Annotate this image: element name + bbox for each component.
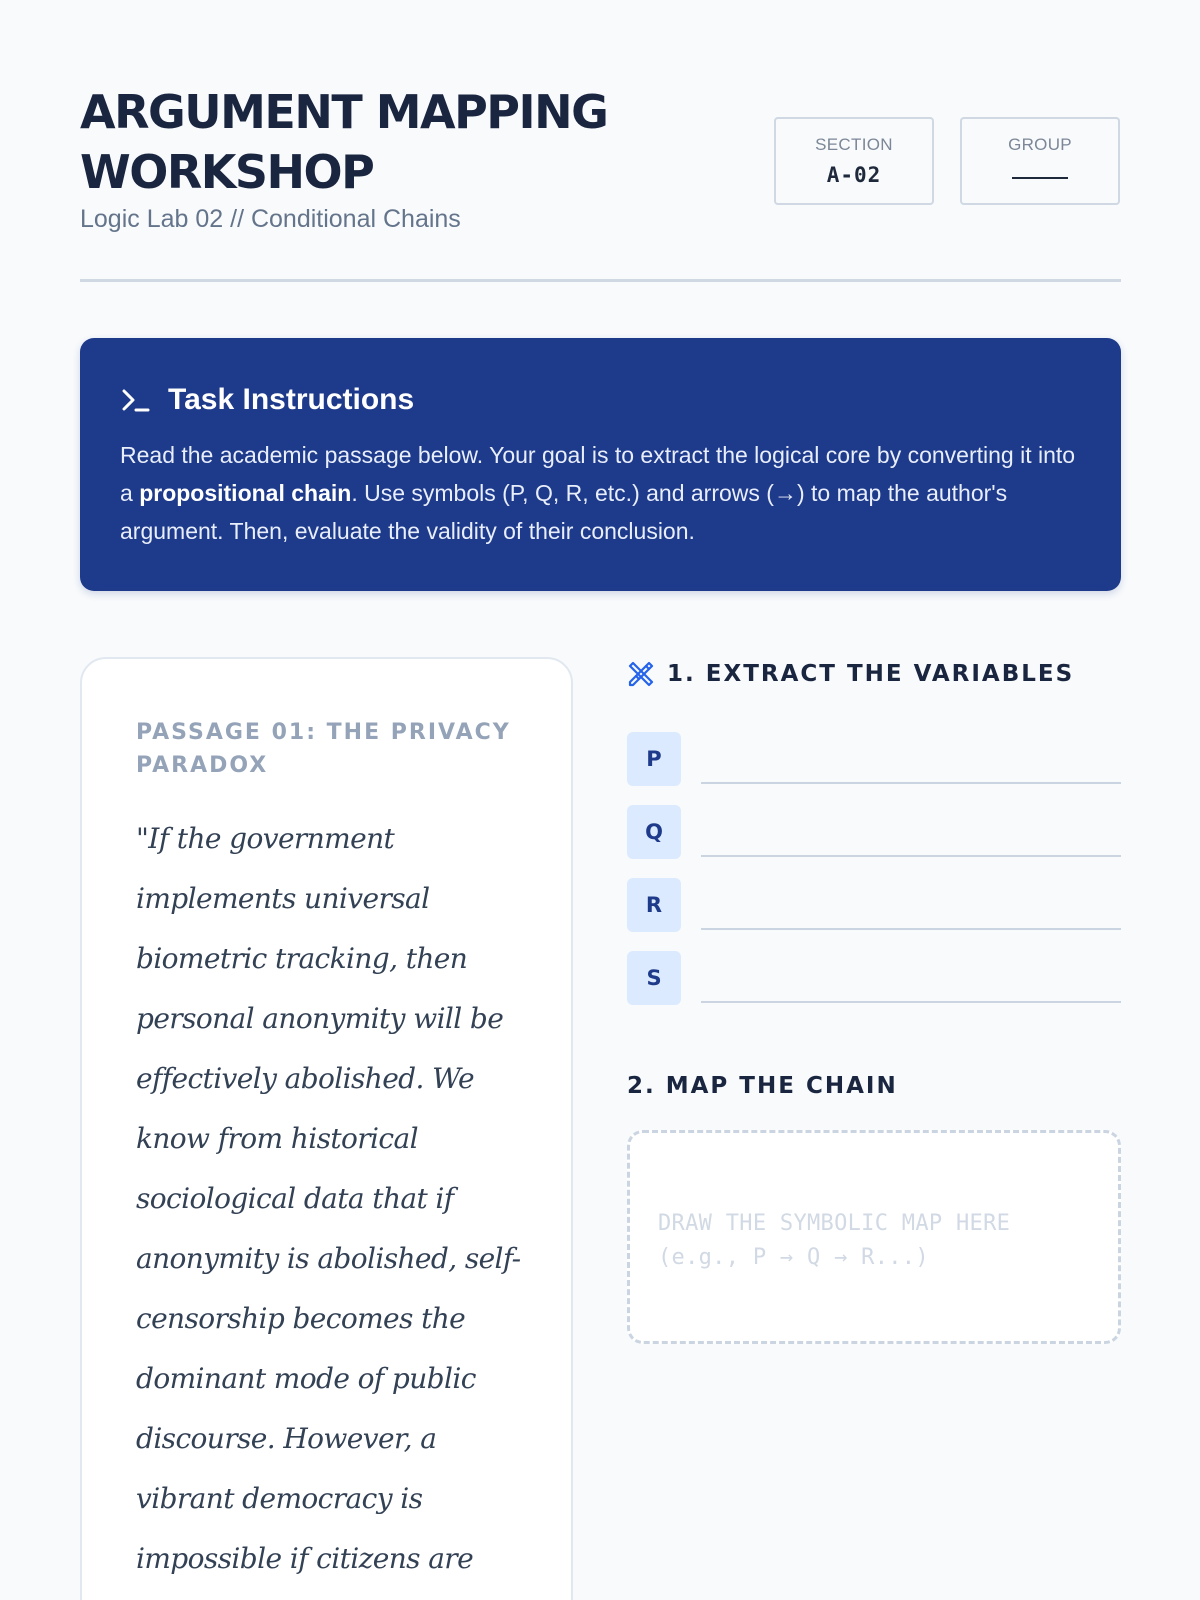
page-title: ARGUMENT MAPPING WORKSHOP (80, 85, 608, 199)
variable-row-q[interactable] (627, 803, 1121, 859)
section-value: A-02 (826, 163, 882, 187)
pencil-ruler-icon (627, 660, 655, 688)
step1-heading (627, 660, 1074, 688)
variable-input-p[interactable] (701, 782, 1121, 784)
step2-heading (627, 1073, 898, 1099)
group-blank-line[interactable] (1012, 177, 1068, 179)
step1-title: 1. EXTRACT THE VARIABLES (667, 661, 1075, 687)
chain-map-area[interactable] (627, 1130, 1121, 1344)
group-label: GROUP (1008, 135, 1072, 154)
passage-title: PASSAGE 01: THE PRIVACY PARADOX (136, 720, 511, 778)
section-box (774, 117, 934, 205)
instructions-title: Task Instructions (168, 383, 415, 416)
terminal-icon (120, 385, 150, 415)
variable-chip: R (627, 878, 681, 932)
variable-chip: S (627, 951, 681, 1005)
variable-row-p[interactable] (627, 730, 1121, 786)
variable-row-r[interactable] (627, 876, 1121, 932)
passage-text: "If the government implements universal biometric tracking, then personal anonymity will be effectively abolished. We know from historical sociological data that if anonymity is abolished, self-censorship becomes the dominant mode of public discourse. However, a vibrant democracy is impossible if citizens are (136, 822, 521, 1575)
header-divider (80, 279, 1121, 282)
variable-input-r[interactable] (701, 928, 1121, 930)
instructions-text-1: Read the academic passage below. Your goal is to extract the logical core by converting it into a (120, 442, 1076, 506)
variable-chip: Q (627, 805, 681, 859)
section-label: SECTION (815, 135, 893, 154)
map-hint-line-1: DRAW THE SYMBOLIC MAP HERE (658, 1211, 1011, 1236)
group-box[interactable] (960, 117, 1120, 205)
instructions-bold-term: propositional chain (139, 480, 352, 506)
page-subtitle: Logic Lab 02 // Conditional Chains (80, 205, 461, 233)
variable-row-s[interactable] (627, 949, 1121, 1005)
instructions-text-2: . Use symbols (P, Q, R, etc.) and arrows (→) to map the author's argument. Then, evaluate the validity of their conclusion. (120, 480, 1008, 544)
instructions-body (120, 436, 1080, 550)
variable-chip: P (627, 732, 681, 786)
passage-card (80, 657, 573, 1600)
worksheet-header (80, 80, 1120, 233)
variable-input-s[interactable] (701, 1001, 1121, 1003)
variable-input-q[interactable] (701, 855, 1121, 857)
chain-map-hint (658, 1207, 1098, 1275)
instructions-panel (80, 338, 1121, 591)
instructions-heading (120, 382, 414, 418)
map-hint-line-2: (e.g., P → Q → R...) (658, 1245, 929, 1270)
step2-title: 2. MAP THE CHAIN (627, 1073, 898, 1099)
